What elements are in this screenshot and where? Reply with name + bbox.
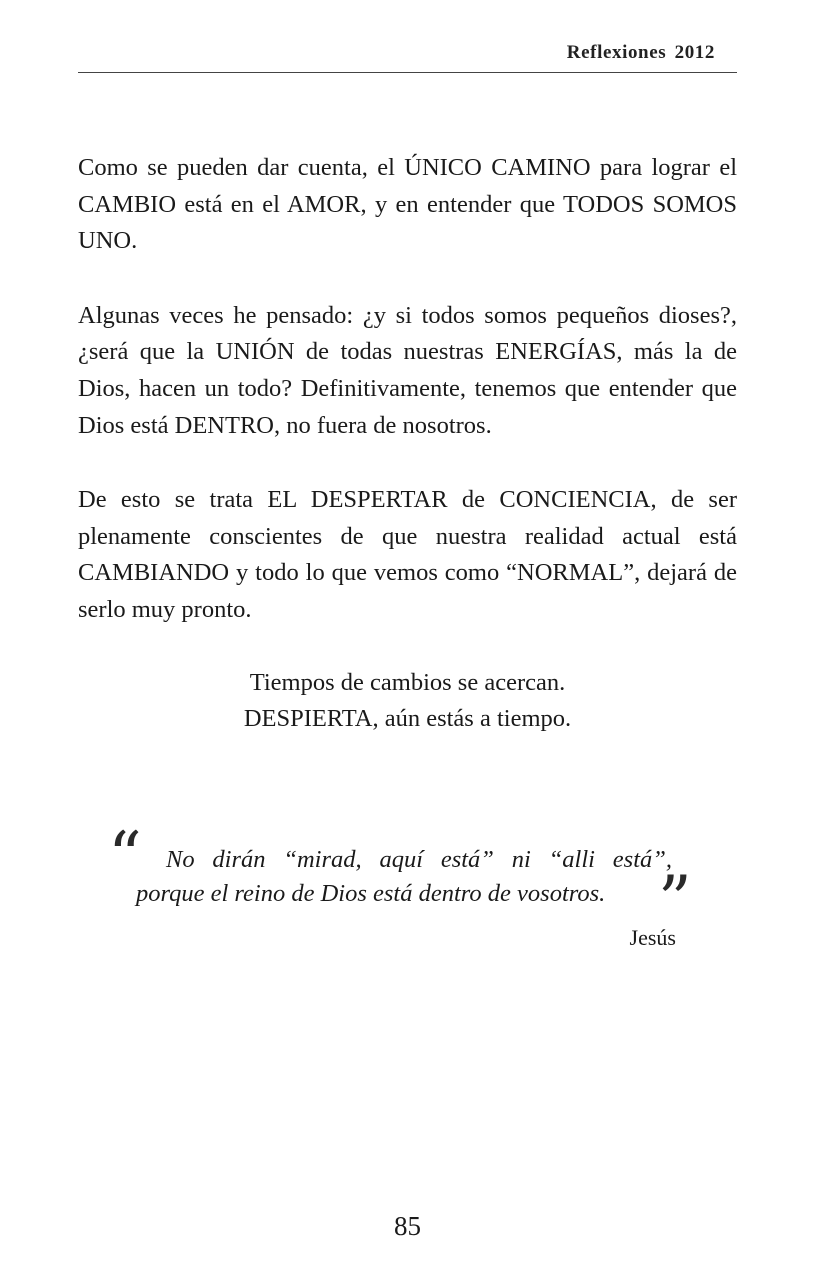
quote-line-2: porque el reino de Dios está dentro de vosotros. (136, 880, 606, 907)
quote-line-1: No dirán “mirad, aquí está” ni “alli está”, (166, 846, 672, 873)
centered-callout (78, 665, 737, 737)
paragraph-3: De esto se trata EL DESPERTAR de CONCIENCIA, de ser plenamente conscientes de que nuestra realidad actual está CAMBIANDO y todo lo que vemos como “NORMAL”, dejará de serlo muy pronto. (78, 486, 737, 623)
running-header-title: Reflexiones 2012 (566, 42, 715, 63)
paragraph-1: Como se pueden dar cuenta, el ÚNICO CAMINO para lograr el CAMBIO está en el AMOR, y en entender que TODOS SOMOS UNO. (78, 154, 737, 255)
centered-line-1: Tiempos de cambios se acercan. (249, 669, 566, 696)
centered-line-2: DESPIERTA, aún estás a tiempo. (243, 705, 572, 732)
open-quote-mark-icon: “ (108, 818, 142, 895)
quote-author: Jesús (629, 925, 676, 950)
close-quote-mark-icon: ” (658, 862, 692, 939)
body-text (78, 150, 737, 667)
paragraph-2: Algunas veces he pensado: ¿y si todos somos pequeños dioses?, ¿será que la UNIÓN de todas nuestras ENERGÍAS, más la de Dios, hacen un todo? Definitivamente, tenemos que entender que Dios está DENTRO, no fuera de nosotros. (78, 301, 737, 439)
page-number: 85 (394, 1211, 421, 1241)
header-divider (78, 72, 737, 73)
